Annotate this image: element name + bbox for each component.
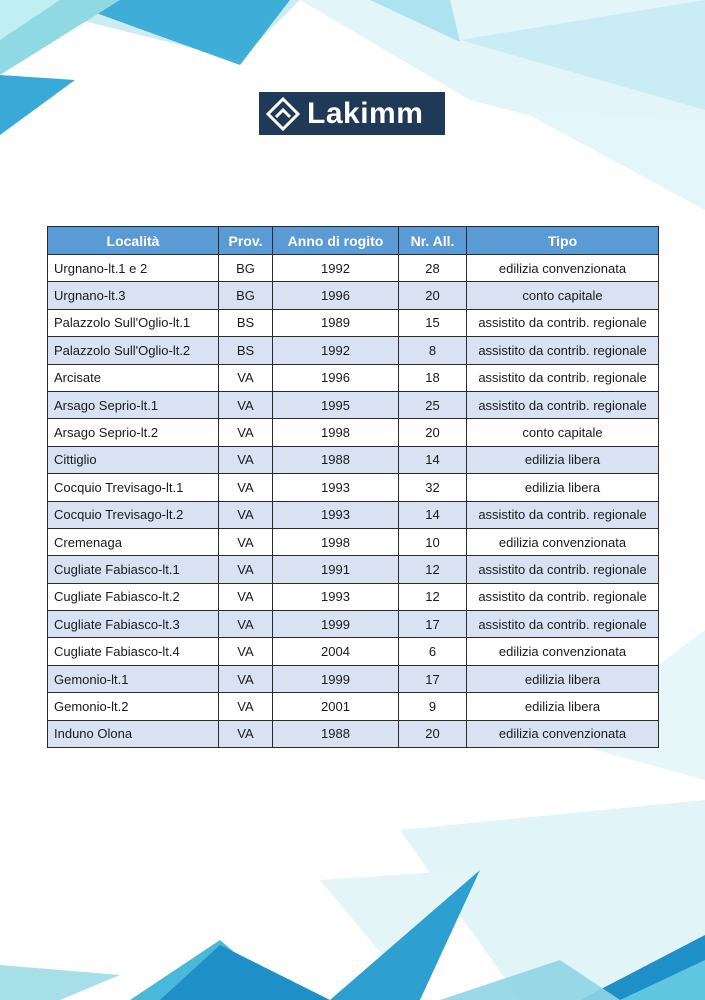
cell-tipo: edilizia libera	[467, 474, 659, 501]
cell-anno: 1995	[273, 391, 399, 418]
brand-logo	[259, 92, 445, 135]
cell-localita: Gemonio-lt.1	[48, 665, 219, 692]
cell-tipo: assistito da contrib. regionale	[467, 501, 659, 528]
cell-localita: Arcisate	[48, 364, 219, 391]
table-row	[48, 501, 659, 528]
cell-tipo: edilizia convenzionata	[467, 528, 659, 555]
cell-tipo: edilizia convenzionata	[467, 638, 659, 665]
cell-nr-all: 14	[399, 501, 467, 528]
cell-localita: Urgnano-lt.1 e 2	[48, 255, 219, 282]
table-row	[48, 638, 659, 665]
cell-prov: VA	[219, 638, 273, 665]
cell-prov: VA	[219, 446, 273, 473]
table-row	[48, 665, 659, 692]
column-header-nr-all: Nr. All.	[399, 227, 467, 255]
cell-localita: Cocquio Trevisago-lt.2	[48, 501, 219, 528]
cell-nr-all: 6	[399, 638, 467, 665]
table-row	[48, 391, 659, 418]
cell-tipo: edilizia libera	[467, 665, 659, 692]
cell-localita: Arsago Seprio-lt.1	[48, 391, 219, 418]
cell-localita: Cremenaga	[48, 528, 219, 555]
table-row	[48, 282, 659, 309]
table-row	[48, 611, 659, 638]
table-header-row	[48, 227, 659, 255]
table-row	[48, 528, 659, 555]
cell-localita: Cugliate Fabiasco-lt.2	[48, 583, 219, 610]
cell-anno: 1999	[273, 611, 399, 638]
cell-anno: 1998	[273, 528, 399, 555]
cell-tipo: assistito da contrib. regionale	[467, 391, 659, 418]
cell-tipo: conto capitale	[467, 419, 659, 446]
cell-prov: VA	[219, 391, 273, 418]
cell-prov: VA	[219, 693, 273, 720]
cell-prov: VA	[219, 556, 273, 583]
cell-nr-all: 20	[399, 720, 467, 747]
cell-tipo: edilizia convenzionata	[467, 720, 659, 747]
cell-anno: 1988	[273, 446, 399, 473]
cell-nr-all: 20	[399, 419, 467, 446]
table-row	[48, 583, 659, 610]
table-row	[48, 474, 659, 501]
column-header-tipo: Tipo	[467, 227, 659, 255]
cell-prov: VA	[219, 419, 273, 446]
cell-anno: 1992	[273, 337, 399, 364]
cell-localita: Cittiglio	[48, 446, 219, 473]
table-row	[48, 255, 659, 282]
cell-anno: 1996	[273, 364, 399, 391]
cell-nr-all: 17	[399, 665, 467, 692]
cell-prov: VA	[219, 528, 273, 555]
column-header-anno: Anno di rogito	[273, 227, 399, 255]
cell-prov: BS	[219, 337, 273, 364]
table-row	[48, 446, 659, 473]
cell-tipo: assistito da contrib. regionale	[467, 337, 659, 364]
cell-anno: 2001	[273, 693, 399, 720]
cell-nr-all: 9	[399, 693, 467, 720]
cell-anno: 1992	[273, 255, 399, 282]
cell-localita: Arsago Seprio-lt.2	[48, 419, 219, 446]
cell-tipo: edilizia libera	[467, 693, 659, 720]
cell-nr-all: 10	[399, 528, 467, 555]
cell-nr-all: 18	[399, 364, 467, 391]
cell-localita: Cugliate Fabiasco-lt.4	[48, 638, 219, 665]
cell-prov: BS	[219, 309, 273, 336]
cell-anno: 1993	[273, 501, 399, 528]
cell-anno: 1988	[273, 720, 399, 747]
cell-anno: 1996	[273, 282, 399, 309]
cell-nr-all: 8	[399, 337, 467, 364]
cell-prov: BG	[219, 255, 273, 282]
cell-localita: Cugliate Fabiasco-lt.1	[48, 556, 219, 583]
cell-anno: 1998	[273, 419, 399, 446]
cell-nr-all: 12	[399, 556, 467, 583]
diamond-house-icon	[265, 96, 301, 132]
cell-prov: BG	[219, 282, 273, 309]
cell-anno: 1991	[273, 556, 399, 583]
table-row	[48, 419, 659, 446]
cell-nr-all: 12	[399, 583, 467, 610]
cell-prov: VA	[219, 583, 273, 610]
cell-localita: Palazzolo Sull'Oglio-lt.2	[48, 337, 219, 364]
cell-localita: Gemonio-lt.2	[48, 693, 219, 720]
cell-prov: VA	[219, 611, 273, 638]
cell-anno: 1993	[273, 474, 399, 501]
table-row	[48, 556, 659, 583]
cell-prov: VA	[219, 501, 273, 528]
cell-tipo: assistito da contrib. regionale	[467, 611, 659, 638]
cell-nr-all: 28	[399, 255, 467, 282]
table-row	[48, 337, 659, 364]
cell-localita: Palazzolo Sull'Oglio-lt.1	[48, 309, 219, 336]
cell-tipo: assistito da contrib. regionale	[467, 309, 659, 336]
cell-anno: 1989	[273, 309, 399, 336]
cell-localita: Urgnano-lt.3	[48, 282, 219, 309]
brand-logo-text: Lakimm	[307, 97, 424, 130]
cell-tipo: assistito da contrib. regionale	[467, 583, 659, 610]
cell-nr-all: 17	[399, 611, 467, 638]
cell-tipo: edilizia convenzionata	[467, 255, 659, 282]
cell-nr-all: 15	[399, 309, 467, 336]
cell-nr-all: 14	[399, 446, 467, 473]
cell-prov: VA	[219, 474, 273, 501]
cell-localita: Induno Olona	[48, 720, 219, 747]
cell-anno: 1999	[273, 665, 399, 692]
cell-nr-all: 20	[399, 282, 467, 309]
cell-anno: 2004	[273, 638, 399, 665]
cell-nr-all: 25	[399, 391, 467, 418]
cell-prov: VA	[219, 665, 273, 692]
table-row	[48, 364, 659, 391]
column-header-localita: Località	[48, 227, 219, 255]
cell-prov: VA	[219, 364, 273, 391]
cell-localita: Cocquio Trevisago-lt.1	[48, 474, 219, 501]
cell-anno: 1993	[273, 583, 399, 610]
table-row	[48, 309, 659, 336]
cell-tipo: conto capitale	[467, 282, 659, 309]
properties-table	[47, 226, 659, 748]
cell-localita: Cugliate Fabiasco-lt.3	[48, 611, 219, 638]
cell-tipo: edilizia libera	[467, 446, 659, 473]
cell-nr-all: 32	[399, 474, 467, 501]
cell-tipo: assistito da contrib. regionale	[467, 364, 659, 391]
table-row	[48, 720, 659, 747]
cell-tipo: assistito da contrib. regionale	[467, 556, 659, 583]
table-row	[48, 693, 659, 720]
column-header-prov: Prov.	[219, 227, 273, 255]
cell-prov: VA	[219, 720, 273, 747]
